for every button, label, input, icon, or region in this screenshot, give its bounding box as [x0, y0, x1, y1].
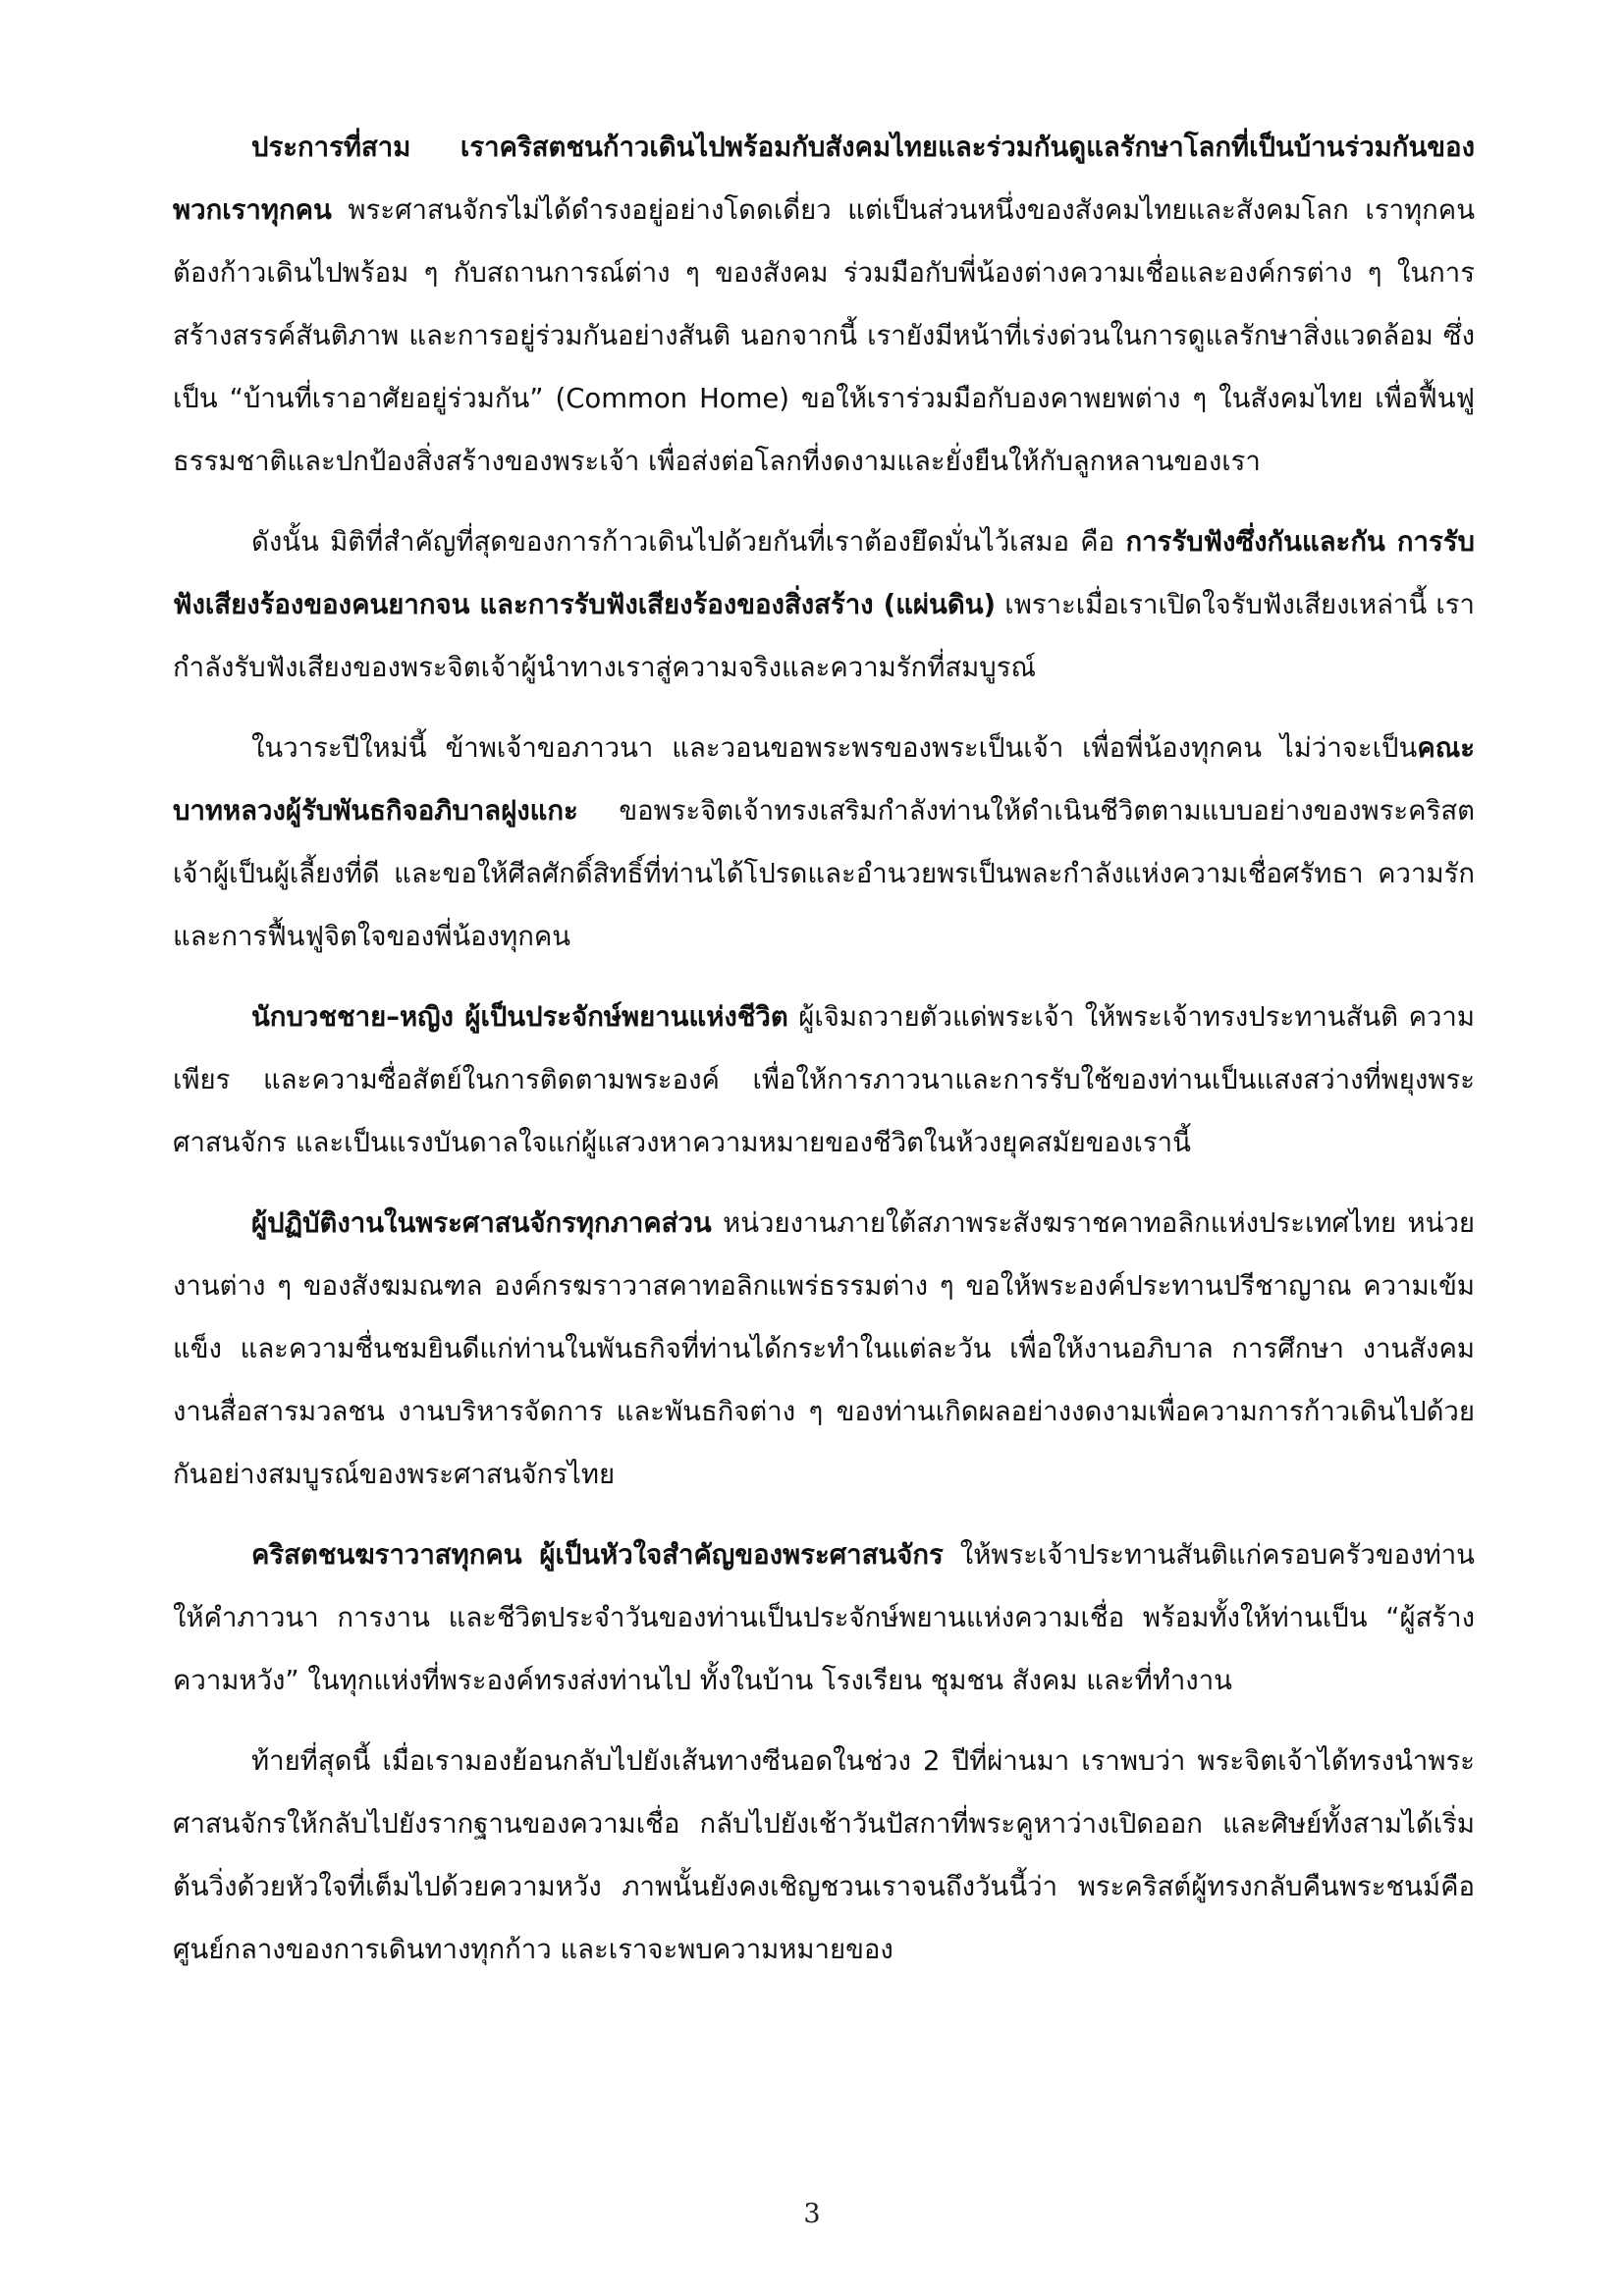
- paragraph-text: ผู้เจิมถวายตัวแด่พระเจ้า ให้พระเจ้าทรงประทานสันติ ความเพียร และความซื่อสัตย์ในการติดตามพระองค์ เพื่อให้การภาวนาและการรับใช้ของท่านเป็นแสงสว่างที่พยุงพระศาสนจักร และเป็นแรงบันดาลใจแก่ผู้แสวงหาความหมายของชีวิตในห้วงยุคสมัยของเรานี้: [173, 1001, 1475, 1158]
- paragraph-heading: ประการที่สาม เราคริสตชนก้าวเดินไปพร้อมกับสังคมไทยและร่วมกันดูแลรักษาโลกที่เป็นบ้านร่วมกันของพวกเราทุกคน: [173, 132, 1475, 226]
- paragraph-heading: นักบวชชาย–หญิง ผู้เป็นประจักษ์พยานแห่งชีวิต: [251, 1001, 788, 1033]
- paragraph-text: พระศาสนจักรไม่ได้ดำรงอยู่อย่างโดดเดี่ยว แต่เป็นส่วนหนึ่งของสังคมไทยและสังคมโลก เราทุกคนต้องก้าวเดินไปพร้อม ๆ กับสถานการณ์ต่าง ๆ ของสังคม ร่วมมือกับพี่น้องต่างความเชื่อและองค์กรต่าง ๆ ในการสร้างสรรค์สันติภาพ และการอยู่ร่วมกันอย่างสันติ นอกจากนี้ เรายังมีหน้าที่เร่งด่วนในการดูแลรักษาสิ่งแวดล้อม ซึ่งเป็น “บ้านที่เราอาศัยอยู่ร่วมกัน” (Common Home) ขอให้เราร่วมมือกับองคาพยพต่าง ๆ ในสังคมไทย เพื่อฟื้นฟูธรรมชาติและปกป้องสิ่งสร้างของพระเจ้า เพื่อส่งต่อโลกที่งดงามและยั่งยืนให้กับลูกหลานของเรา: [173, 194, 1475, 477]
- paragraph-listening: [173, 510, 1475, 699]
- page-number: 3: [803, 2199, 821, 2229]
- paragraph-emphasis: คณะบาทหลวงผู้รับพันธกิจอภิบาลฝูงแกะ: [173, 732, 1475, 827]
- paragraph-laity: [173, 1523, 1475, 1712]
- paragraph-lead: ดังนั้น มิติที่สำคัญที่สุดของการก้าวเดินไปด้วยกันที่เราต้องยึดมั่นไว้เสมอ คือ: [251, 526, 1126, 558]
- paragraph-heading: ผู้ปฏิบัติงานในพระศาสนจักรทุกภาคส่วน: [251, 1207, 712, 1239]
- paragraph-religious: [173, 986, 1475, 1174]
- paragraph-priests: [173, 717, 1475, 968]
- paragraph-lead: ในวาระปีใหม่นี้ ข้าพเจ้าขอภาวนา และวอนขอพระพรของพระเป็นเจ้า เพื่อพี่น้องทุกคน ไม่ว่าจะเป็น: [251, 732, 1418, 764]
- paragraph-emphasis: การรับฟังซึ่งกันและกัน การรับฟังเสียงร้องของคนยากจน และการรับฟังเสียงร้องของสิ่งสร้าง (แผ่นดิน): [173, 526, 1475, 620]
- paragraph-conclusion: [173, 1730, 1475, 1981]
- paragraph-church-workers: [173, 1192, 1475, 1506]
- paragraph-text: หน่วยงานภายใต้สภาพระสังฆราชคาทอลิกแห่งประเทศไทย หน่วยงานต่าง ๆ ของสังฆมณฑล องค์กรฆราวาสคาทอลิกแพร่ธรรมต่าง ๆ ขอให้พระองค์ประทานปรีชาญาณ ความเข้มแข็ง และความชื่นชมยินดีแก่ท่านในพันธกิจที่ท่านได้กระทำในแต่ละวัน เพื่อให้งานอภิบาล การศึกษา งานสังคม งานสื่อสารมวลชน งานบริหารจัดการ และพันธกิจต่าง ๆ ของท่านเกิดผลอย่างงดงามเพื่อความการก้าวเดินไปด้วยกันอย่างสมบูรณ์ของพระศาสนจักรไทย: [173, 1207, 1475, 1490]
- paragraph-third-point: [173, 116, 1475, 493]
- paragraph-heading: คริสตชนฆราวาสทุกคน ผู้เป็นหัวใจสำคัญของพระศาสนจักร: [251, 1539, 944, 1571]
- paragraph-text: ขอพระจิตเจ้าทรงเสริมกำลังท่านให้ดำเนินชีวิตตามแบบอย่างของพระคริสตเจ้าผู้เป็นผู้เลี้ยงที่ดี และขอให้ศีลศักดิ์สิทธิ์ที่ท่านได้โปรดและอำนวยพรเป็นพละกำลังแห่งความเชื่อศรัทธา ความรัก และการฟื้นฟูจิตใจของพี่น้องทุกคน: [173, 795, 1475, 952]
- paragraph-text: เพราะเมื่อเราเปิดใจรับฟังเสียงเหล่านี้ เรากำลังรับฟังเสียงของพระจิตเจ้าผู้นำทางเราสู่ความจริงและความรักที่สมบูรณ์: [173, 589, 1475, 683]
- document-body: [173, 116, 1475, 1999]
- paragraph-text: ให้พระเจ้าประทานสันติแก่ครอบครัวของท่าน ให้คำภาวนา การงาน และชีวิตประจำวันของท่านเป็นประจักษ์พยานแห่งความเชื่อ พร้อมทั้งให้ท่านเป็น “ผู้สร้างความหวัง” ในทุกแห่งที่พระองค์ทรงส่งท่านไป ทั้งในบ้าน โรงเรียน ชุมชน สังคม และที่ทำงาน: [173, 1539, 1475, 1696]
- paragraph-lead: ท้ายที่สุดนี้ เมื่อเรามองย้อนกลับไปยังเส้นทางซีนอดในช่วง 2 ปีที่ผ่านมา เราพบว่า พระจิตเจ้าได้ทรงนำพระศาสนจักรให้กลับไปยังรากฐานของความเชื่อ กลับไปยังเช้าวันปัสกาที่พระคูหาว่างเปิดออก และศิษย์ทั้งสามได้เริ่มต้นวิ่งด้วยหัวใจที่เต็มไปด้วยความหวัง ภาพนั้นยังคงเชิญชวนเราจนถึงวันนี้ว่า พระคริสต์ผู้ทรงกลับคืนพระชนม์คือศูนย์กลางของการเดินทางทุกก้าว และเราจะพบความหมายของ: [173, 1745, 1475, 1965]
